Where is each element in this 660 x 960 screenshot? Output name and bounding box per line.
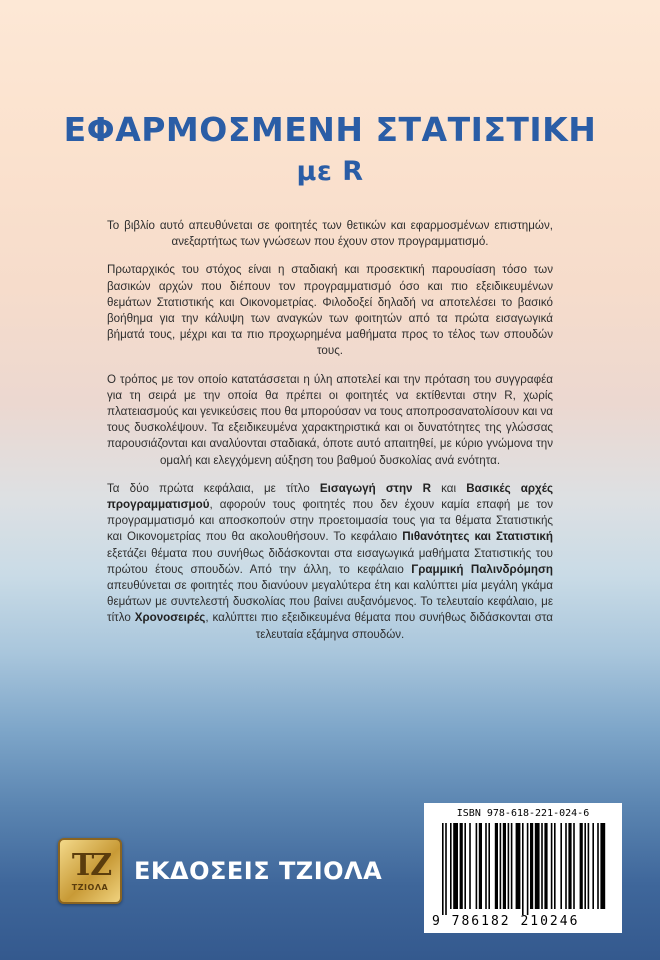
- barcode-bar: [560, 823, 562, 909]
- barcode-bar: [460, 823, 463, 909]
- barcode-bar: [597, 823, 599, 909]
- paragraph-4: [107, 481, 553, 643]
- barcode-bar: [551, 823, 553, 909]
- barcode-bars: [432, 823, 614, 915]
- barcode-bar: [580, 823, 583, 909]
- barcode-bar: [511, 823, 513, 909]
- barcode-bar: [503, 823, 506, 909]
- chapter-title-regression: Γραμμική Παλινδρόμηση: [411, 562, 553, 576]
- barcode-bar: [568, 823, 571, 909]
- barcode-bar: [485, 823, 487, 909]
- publisher-logo: [58, 838, 122, 904]
- logo-text: ΤΖΙΟΛΑ: [71, 882, 109, 892]
- paragraph-4-text: και: [431, 481, 467, 495]
- barcode-bar: [554, 823, 556, 909]
- chapter-title-probability: Πιθανότητες και Στατιστική: [402, 530, 553, 544]
- paragraph-4-text: απευθύνεται σε φοιτητές που διανύουν μεγαλύτερα έτη και καλύπτει μία μεγάλη γκάμα θεμάτων με συντελεστή δυσκολίας που βαίνει αυξανόμενος. Το τελευταίο κεφάλαιο, με τίτλο: [107, 579, 553, 625]
- barcode-bar: [522, 823, 524, 915]
- book-title: ΕΦΑΡΜΟΣΜΕΝΗ ΣΤΑΤΙΣΤΙΚΗ: [63, 110, 597, 149]
- paragraph-3: Ο τρόπος με τον οποίο κατατάσσεται η ύλη αποτελεί και την πρόταση του συγγραφέα για τη σειρά με την οποία θα πρέπει οι φοιτητές να εκτίθενται στην R, χωρίς πλατειασμούς και γενικεύσεις που θα μπορούσαν να τους αποπροσανατολίσουν και να τους δυσκολέψουν. Τα εξειδικευμένα χαρακτηριστικά και οι δυνατότητες της γλώσσας παρουσιάζονται και αναλύονται σταδιακά, όποτε αυτό απαιτηθεί, με κύριο γνώμονα την ομαλή και ελεγχόμενη αύξηση του βαθμού δυσκολίας ανά ενότητα.: [107, 372, 553, 467]
- barcode-bar: [464, 823, 466, 909]
- publisher-block: [58, 838, 382, 904]
- barcode-bar: [588, 823, 590, 909]
- paragraph-4-text: , αφορούν τους φοιτητές που δεν έχουν καμία επαφή με τον προγραμματισμό και αποσκοπούν στην προετοιμασία τους για τα θέματα Στατιστικής και Οικονομετρίας που θα ακολουθήσουν. Το κεφάλαιο: [107, 498, 553, 544]
- barcode-bar: [573, 823, 575, 909]
- chapter-title-basics: Βασικές αρχές προγραμματισμού: [107, 481, 553, 512]
- chapter-title-timeseries: Χρονοσειρές: [134, 611, 206, 625]
- isbn-barcode: [424, 803, 622, 933]
- barcode-bar: [495, 823, 498, 909]
- barcode-digits: 9 786182 210246: [432, 914, 580, 929]
- barcode-bar: [479, 823, 482, 909]
- barcode-bar: [450, 823, 452, 909]
- barcode-bar: [488, 823, 490, 909]
- barcode-bar: [592, 823, 594, 909]
- barcode-bar: [445, 823, 447, 915]
- back-cover-text: [107, 218, 553, 655]
- logo-mark: TZ: [71, 847, 109, 883]
- barcode-bar: [535, 823, 540, 909]
- paragraph-1: Το βιβλίο αυτό απευθύνεται σε φοιτητές των θετικών και εφαρμοσμένων επιστημών, ανεξαρτήτως των γνώσεων που έχουν στον προγραμματισμό.: [107, 219, 553, 249]
- chapter-title-intro: Εισαγωγή στην R: [319, 481, 431, 495]
- barcode-bar: [442, 823, 444, 915]
- barcode-bar: [527, 823, 529, 915]
- barcode-bar: [508, 823, 510, 909]
- paragraph-4-text: , καλύπτει πιο εξειδικευμένα θέματα που συνήθως διδάσκονται στα τελευταία εξάμηνα σπουδών.: [205, 611, 553, 641]
- barcode-bar: [469, 823, 471, 909]
- barcode-bar: [516, 823, 521, 909]
- barcode-bar: [500, 823, 502, 909]
- barcode-bar: [584, 823, 586, 909]
- isbn-number: ISBN 978-618-221-024-6: [456, 808, 590, 819]
- barcode-bar: [544, 823, 547, 909]
- barcode-bar: [565, 823, 567, 909]
- barcode-bar: [476, 823, 478, 909]
- paragraph-4-text: Τα δύο πρώτα κεφάλαια, με τίτλο: [107, 481, 320, 495]
- barcode-bar: [600, 823, 605, 909]
- barcode-bar: [453, 823, 458, 909]
- book-subtitle: με R: [296, 156, 364, 187]
- paragraph-2: Πρωταρχικός του στόχος είναι η σταδιακή και προσεκτική παρουσίαση τόσο των βασικών αρχών που διέπουν τον προγραμματισμό όσο και πιο εξειδικευμένων θεμάτων Στατιστικής και Οικονομετρίας. Φιλοδοξεί δηλαδή να αποτελέσει το βασικό βοήθημα για την κάλυψη των αναγκών των φοιτητών από τα πρώτα εισαγωγικά βήματά τους, μέχρι και τα πιο προχωρημένα μαθήματα προς το τέλος των σπουδών τους.: [107, 263, 553, 358]
- publisher-name: ΕΚΔΟΣΕΙΣ ΤΖΙΟΛΑ: [134, 857, 383, 885]
- paragraph-4-text: εξετάζει θέματα που συνήθως διδάσκονται στα εισαγωγικά μαθήματα Στατιστικής του πρώτου έτους σπουδών. Από την άλλη, το κεφάλαιο: [107, 546, 553, 576]
- barcode-bar: [530, 823, 533, 909]
- barcode-bar: [541, 823, 543, 909]
